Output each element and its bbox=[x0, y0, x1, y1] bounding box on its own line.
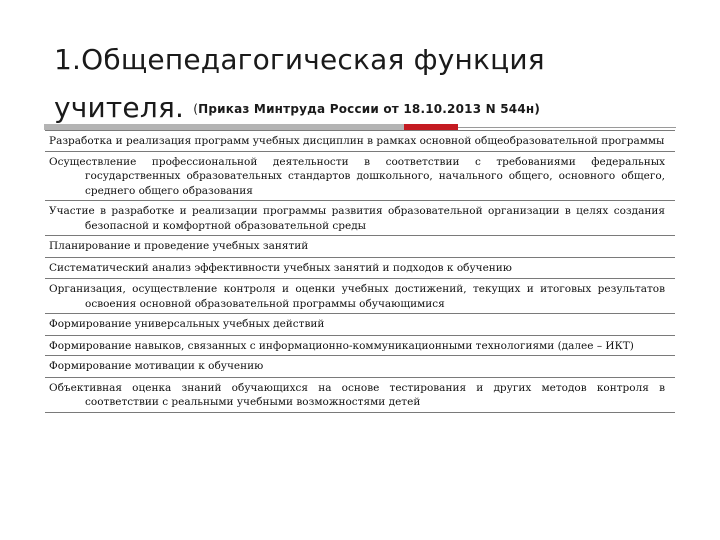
table-row: Организация, осуществление контроля и оценки учебных достижений, текущих и итоговых результатов освоения основной образовательной программы обучающимися bbox=[45, 279, 675, 314]
slide-title bbox=[54, 36, 694, 133]
reference-open-paren: ( bbox=[193, 102, 199, 116]
table-row: Разработка и реализация программ учебных дисциплин в рамках основной общеобразовательной программы bbox=[45, 131, 675, 152]
table-row: Формирование мотивации к обучению bbox=[45, 356, 675, 378]
divider-thin-line bbox=[458, 127, 676, 128]
reference-text: Приказ Минтруда России от 18.10.2013 N 544н bbox=[198, 102, 535, 116]
title-word-teacher: учителя. bbox=[54, 91, 185, 124]
order-reference bbox=[193, 102, 540, 116]
table-row: Формирование универсальных учебных действий bbox=[45, 314, 675, 336]
functions-table bbox=[45, 130, 675, 413]
table-row: Систематический анализ эффективности учебных занятий и подходов к обучению bbox=[45, 258, 675, 280]
table-row: Осуществление профессиональной деятельности в соответствии с требованиями федеральных государственных образовательных стандартов дошкольного, начального общего, основного общего, среднего общего образования bbox=[45, 152, 675, 202]
reference-close-paren: ) bbox=[534, 102, 541, 116]
title-line-1: 1.Общепедагогическая функция bbox=[54, 43, 545, 76]
table-row: Участие в разработке и реализации программы развития образовательной организации в целях создания безопасной и комфортной образовательной среды bbox=[45, 201, 675, 236]
table-row: Формирование навыков, связанных с информационно-коммуникационными технологиями (далее – ИКТ) bbox=[45, 336, 675, 357]
table-row: Объективная оценка знаний обучающихся на основе тестирования и других методов контроля в соответствии с реальными учебными возможностями детей bbox=[49, 381, 665, 408]
table-row: Планирование и проведение учебных занятий bbox=[45, 236, 675, 258]
